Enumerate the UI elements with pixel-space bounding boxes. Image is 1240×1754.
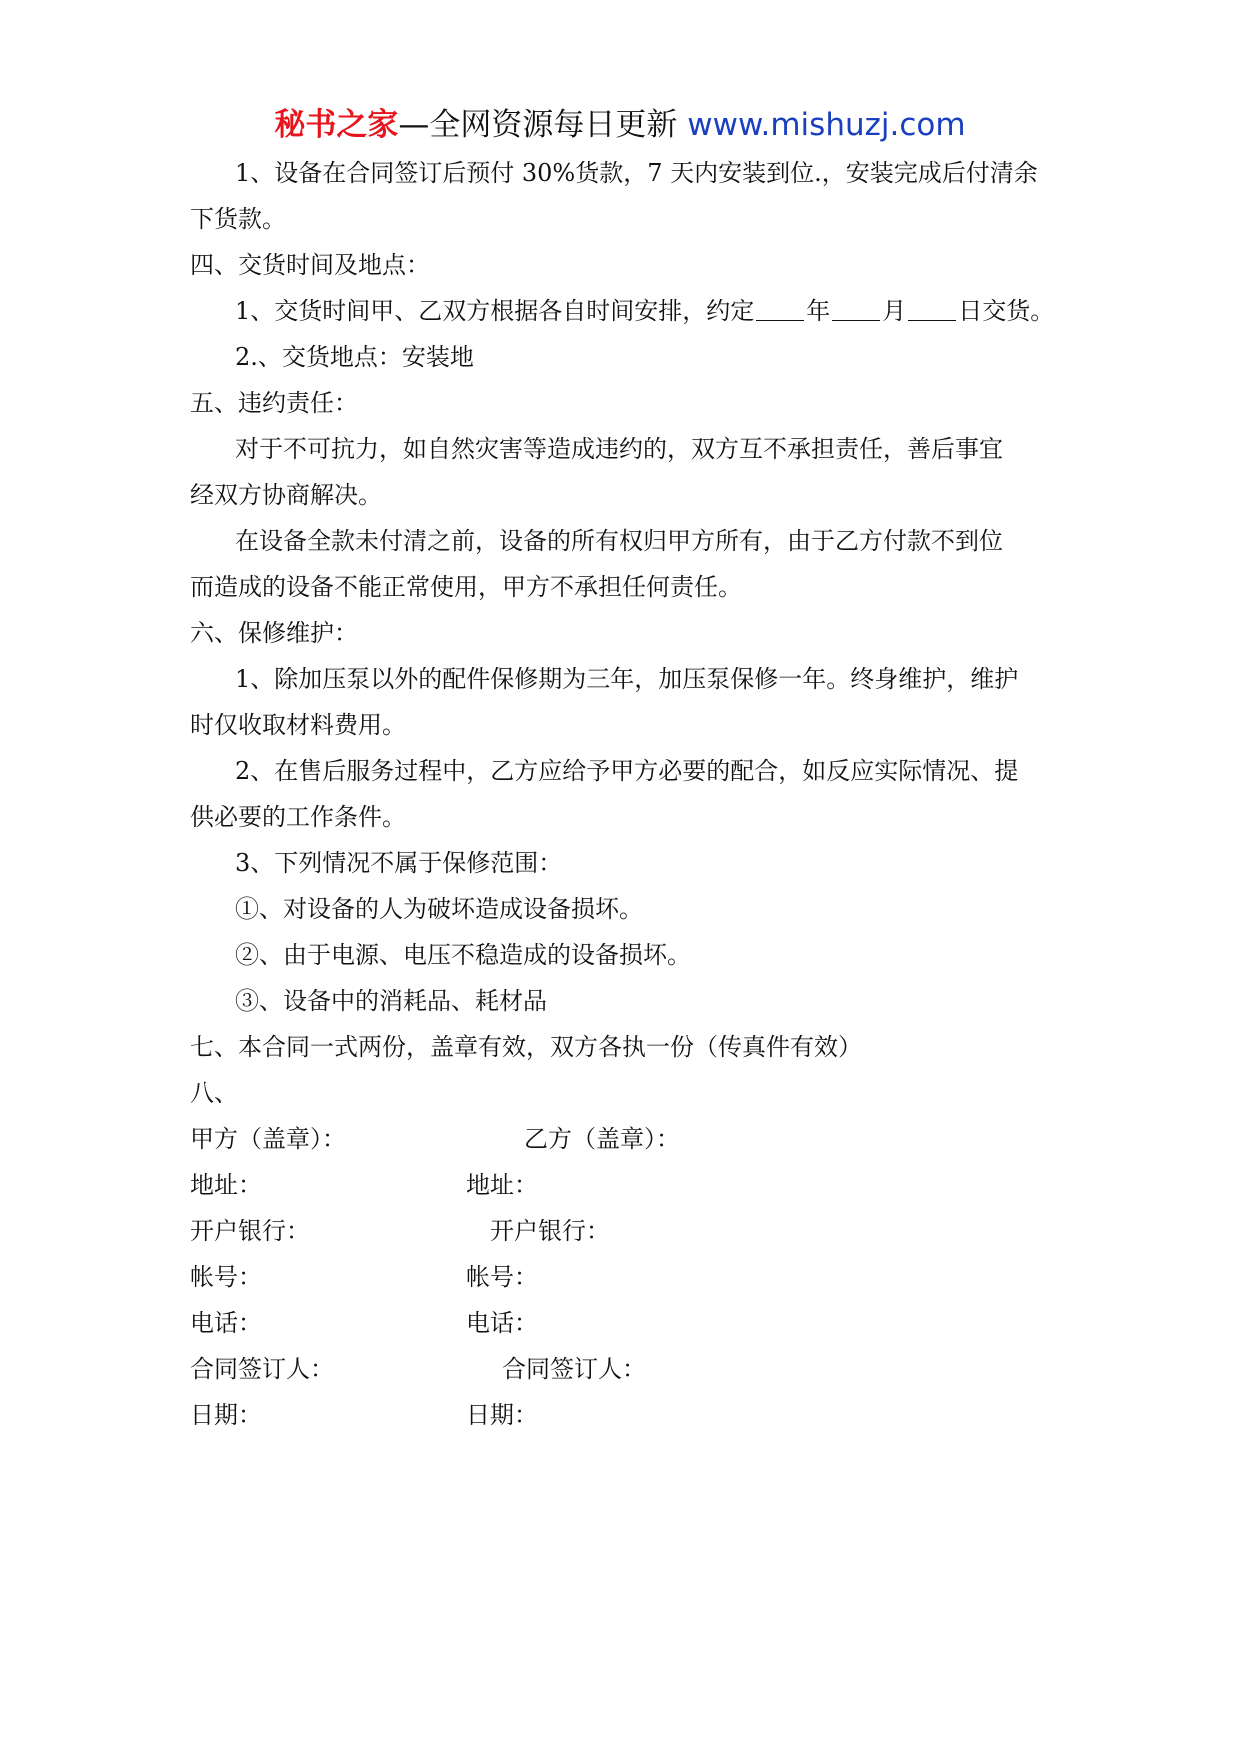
section-5-heading: 五、违约责任： bbox=[190, 389, 358, 417]
party-a-phone: 电话： bbox=[190, 1309, 262, 1337]
ownership-clause-line1: 在设备全款未付清之前，设备的所有权归甲方所有，由于乙方付款不到位 bbox=[235, 527, 1003, 555]
party-b-signer: 合同签订人： bbox=[502, 1355, 646, 1383]
force-majeure-line2: 经双方协商解决。 bbox=[190, 481, 382, 509]
exclusion-item-2: ②、由于电源、电压不稳造成的设备损坏。 bbox=[235, 941, 691, 969]
party-b-seal: 乙方（盖章）： bbox=[524, 1125, 680, 1153]
payment-clause-line1: 1、设备在合同签订后预付 30%货款，7 天内安装到位.，安装完成后付清余 bbox=[235, 159, 1038, 187]
section-7: 七、本合同一式两份，盖章有效，双方各执一份（传真件有效） bbox=[190, 1033, 862, 1061]
date-row bbox=[190, 1392, 1070, 1438]
month-blank bbox=[832, 294, 880, 321]
section-6-heading: 六、保修维护： bbox=[190, 619, 358, 647]
party-a-date: 日期： bbox=[190, 1401, 262, 1429]
party-b-account: 帐号： bbox=[466, 1263, 538, 1291]
force-majeure-line1: 对于不可抗力，如自然灾害等造成违约的，双方互不承担责任，善后事宜 bbox=[235, 435, 1003, 463]
signer-row bbox=[190, 1346, 1070, 1392]
phone-row bbox=[190, 1300, 1070, 1346]
party-b-date: 日期： bbox=[466, 1401, 538, 1429]
day-label: 日交货。 bbox=[958, 297, 1055, 325]
party-b-bank: 开户银行： bbox=[490, 1217, 610, 1245]
day-blank bbox=[908, 294, 956, 321]
warranty-clause-3: 3、下列情况不属于保修范围： bbox=[235, 849, 563, 877]
party-a-address: 地址： bbox=[190, 1171, 262, 1199]
site-url[interactable]: www.mishuzj.com bbox=[687, 107, 966, 143]
party-b-address: 地址： bbox=[466, 1171, 538, 1199]
delivery-place-clause: 2.、交货地点：安装地 bbox=[235, 343, 474, 371]
section-4-heading: 四、交货时间及地点： bbox=[190, 251, 430, 279]
warranty-clause-1-line1: 1、除加压泵以外的配件保修期为三年，加压泵保修一年。终身维护，维护 bbox=[235, 665, 1019, 693]
exclusion-item-3: ③、设备中的消耗品、耗材品 bbox=[235, 987, 547, 1015]
delivery-time-text: 1、交货时间甲、乙双方根据各自时间安排，约定 bbox=[235, 297, 755, 325]
contract-body bbox=[190, 150, 1070, 1438]
account-row bbox=[190, 1254, 1070, 1300]
delivery-time-clause bbox=[190, 288, 1070, 334]
party-a-signer: 合同签订人： bbox=[190, 1355, 334, 1383]
seal-row bbox=[190, 1116, 1070, 1162]
ownership-clause-line2: 而造成的设备不能正常使用，甲方不承担任何责任。 bbox=[190, 573, 742, 601]
month-label: 月 bbox=[882, 297, 907, 325]
warranty-clause-1-line2: 时仅收取材料费用。 bbox=[190, 711, 406, 739]
bank-row bbox=[190, 1208, 1070, 1254]
party-a-bank: 开户银行： bbox=[190, 1217, 310, 1245]
brand-name: 秘书之家 bbox=[274, 107, 399, 143]
warranty-clause-2-line2: 供必要的工作条件。 bbox=[190, 803, 406, 831]
party-a-seal: 甲方（盖章）： bbox=[190, 1125, 346, 1153]
year-label: 年 bbox=[806, 297, 831, 325]
address-row bbox=[190, 1162, 1070, 1208]
header-banner bbox=[0, 105, 1240, 145]
brand-tagline: —全网资源每日更新 bbox=[398, 107, 678, 143]
party-b-phone: 电话： bbox=[466, 1309, 538, 1337]
party-a-account: 帐号： bbox=[190, 1263, 262, 1291]
payment-clause-line2: 下货款。 bbox=[190, 205, 286, 233]
warranty-clause-2-line1: 2、在售后服务过程中，乙方应给予甲方必要的配合，如反应实际情况、提 bbox=[235, 757, 1019, 785]
year-blank bbox=[756, 294, 804, 321]
exclusion-item-1: ①、对设备的人为破坏造成设备损坏。 bbox=[235, 895, 643, 923]
section-8: 八、 bbox=[190, 1079, 238, 1107]
